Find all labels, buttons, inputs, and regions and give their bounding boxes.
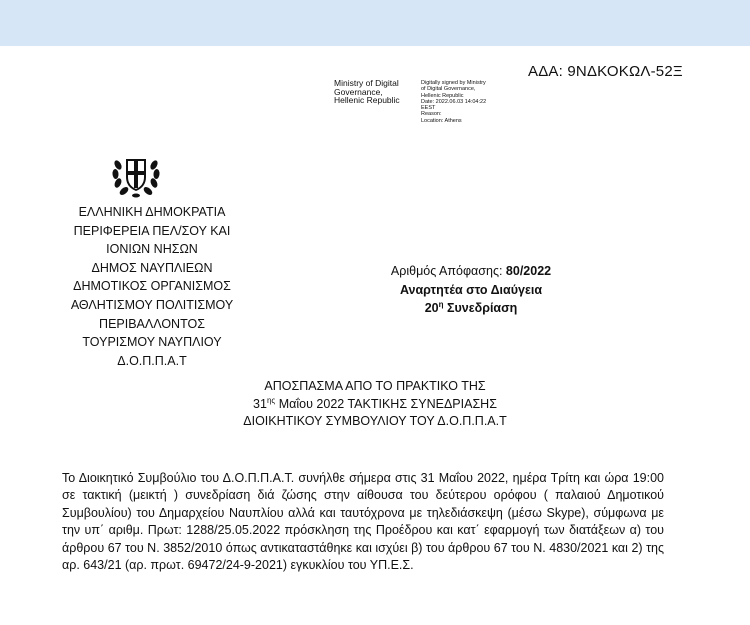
- session-number: 20: [424, 301, 439, 315]
- extract-line-2: [200, 396, 550, 414]
- greek-coat-of-arms-icon: [110, 151, 162, 199]
- session-word: Συνεδρίαση: [443, 301, 518, 315]
- signature-detail-line: EEST: [421, 105, 436, 112]
- issuer-line: ΤΟΥΡΙΣΜΟΥ ΝΑΥΠΛΙΟΥ: [82, 335, 222, 350]
- signature-detail-line: Date: 2022.06.03 14:04:22: [421, 98, 487, 105]
- issuer-line: ΠΕΡΙΦΕΡΕΙΑ ΠΕΛ/ΣΟΥ ΚΑΙ: [73, 223, 231, 238]
- issuer-block: [52, 203, 252, 370]
- issuer-line: ΠΕΡΙΒΑΛΛΟΝΤΟΣ: [99, 316, 205, 331]
- body-paragraph: Το Διοικητικό Συμβούλιο του Δ.Ο.Π.Π.Α.Τ. συνήλθε σήμερα στις 31 Μαΐου 2022, ημέρα Τρίτη και ώρα 19:00 σε τακτική (μεικτή ) συνεδρίαση διά ζώσης στην αίθουσα του δεύτερου ορόφου ( παλαιού Δημοτικού Συμβουλίου) του Δημαρχείου Ναυπλίου αλλά και ταυτόχρονα με τηλεδιάσκεψη (μέσω Skype), σύμφωνα με την υπ΄ αριθμ. Πρωτ: 1288/25.05.2022 πρόσκληση της Προέδρου και κατ΄ εφαρμογή των διατάξεων α) του άρθρου 67 του Ν. 3852/2010 όπως αντικαταστάθηκε και ισχύει β) του άρθρου 67 του Ν. 4830/2021 και 2) της αρ. 643/21 (αρ. πρωτ. 69472/24-9-2021) εγκυκλίου του ΥΠ.Ε.Σ.: [62, 471, 664, 573]
- decision-number-label: Αριθμός Απόφασης:: [390, 264, 506, 278]
- extract-line-3: ΔΙΟΙΚΗΤΙΚΟΥ ΣΥΜΒΟΥΛΙΟΥ ΤΟΥ Δ.Ο.Π.Π.Α.Τ: [243, 414, 507, 428]
- posting-note: [346, 281, 596, 300]
- issuer-line: Δ.Ο.Π.Π.Α.Τ: [117, 353, 187, 368]
- ada-code: ΑΔΑ: 9ΝΔΚΟΚΩΛ-52Ξ: [528, 63, 683, 80]
- issuer-line: ΕΛΛΗΝΙΚΗ ΔΗΜΟΚΡΑΤΙΑ: [78, 205, 226, 219]
- meeting-day-ordinal: ης: [266, 395, 276, 405]
- issuer-line: ΙΟΝΙΩΝ ΝΗΣΩΝ: [106, 242, 198, 257]
- signer-line: Ministry of Digital: [334, 78, 399, 88]
- header-bar: [0, 0, 750, 46]
- signer-line: Hellenic Republic: [334, 95, 400, 105]
- signature-detail-line: Digitally signed by Ministry: [421, 80, 486, 86]
- decision-number-value: 80/2022: [505, 264, 552, 278]
- digital-signature-details: [421, 80, 521, 124]
- decision-number: [346, 262, 596, 281]
- signature-detail-line: of Digital Governance,: [421, 86, 476, 93]
- signature-detail-line: Hellenic Republic: [421, 92, 464, 99]
- posting-note-text: Αναρτητέα στο Διαύγεια: [399, 282, 543, 297]
- issuer-line: ΑΘΛΗΤΙΣΜΟΥ ΠΟΛΙΤΙΣΜΟΥ: [70, 297, 234, 312]
- session-ordinal: η: [438, 299, 444, 309]
- meeting-day: 31: [253, 396, 267, 411]
- signature-detail-line: Reason:: [421, 111, 442, 118]
- issuer-line: ΔΗΜΟΤΙΚΟΣ ΟΡΓΑΝΙΣΜΟΣ: [73, 279, 231, 294]
- signature-detail-line: Location: Athens: [421, 117, 462, 124]
- issuer-line: ΔΗΜΟΣ ΝΑΥΠΛΙΕΩΝ: [91, 260, 213, 275]
- extract-line-1: ΑΠΟΣΠΑΣΜΑ ΑΠΟ ΤΟ ΠΡΑΚΤΙΚΟ ΤΗΣ: [264, 379, 486, 393]
- meeting-date-rest: Μαΐου 2022 ΤΑΚΤΙΚΗΣ ΣΥΝΕΔΡΙΑΣΗΣ: [275, 396, 497, 411]
- extract-heading: [200, 378, 550, 431]
- digital-signature-signer: [334, 79, 424, 105]
- session-label: [346, 299, 596, 318]
- decision-block: [346, 262, 596, 318]
- signer-line: Governance,: [334, 86, 383, 97]
